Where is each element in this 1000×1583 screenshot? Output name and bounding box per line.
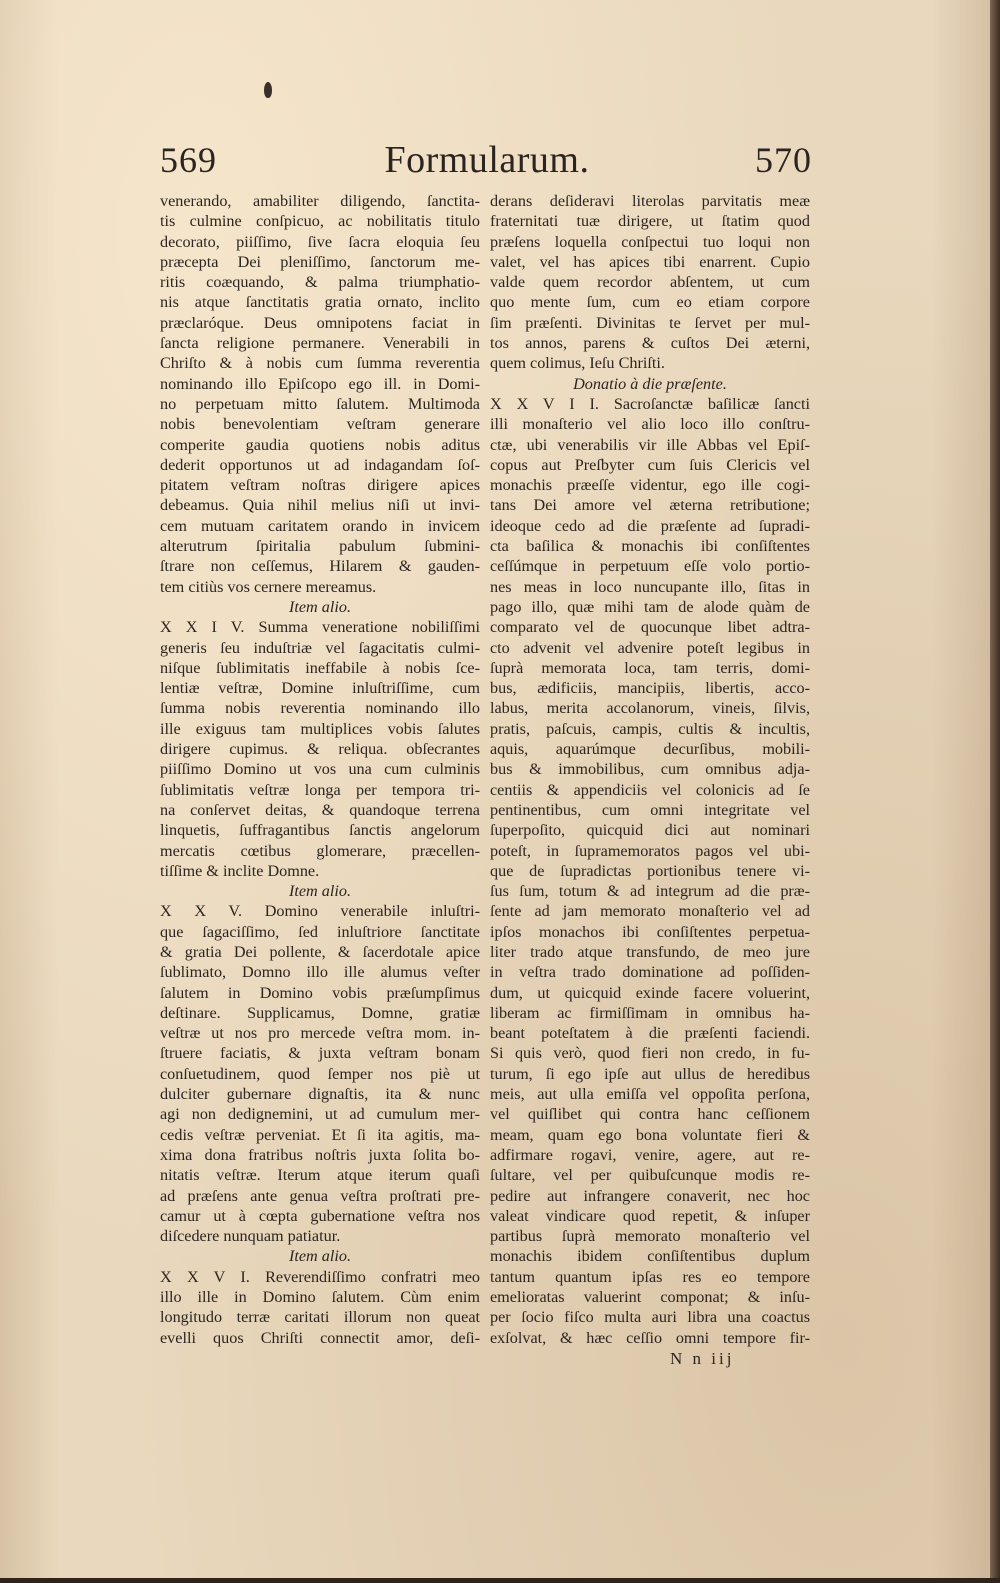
page-bottom-edge xyxy=(0,1578,1000,1583)
text-line: bus, ædificiis, mancipiis, libertis, acco- xyxy=(490,679,810,698)
text-line: X X V. Domino venerabile inluſtri- xyxy=(160,902,480,921)
text-line: venerando, amabiliter diligendo, ſanctita- xyxy=(160,192,480,210)
section-heading: Item alio. xyxy=(288,882,352,901)
text-line: centiis & appendiciis vel colonicis ad ſe xyxy=(490,780,810,799)
text-line: cta baſilica & monachis ibi conſiſtentes xyxy=(490,537,810,556)
text-line: X X V I I. Sacroſanctæ baſilicæ ſancti xyxy=(490,394,810,413)
text-line: pago illo, quæ mihi tam de alode quàm de xyxy=(490,597,810,616)
text-line: præſens loquella conſpectui tuo loqui non xyxy=(490,232,810,251)
text-line: mercatis cœtibus glomerare, præcellen- xyxy=(160,841,480,860)
running-title: Formularum. xyxy=(384,139,590,181)
text-line: alterutrum ſpiritalia pabulum ſubmini- xyxy=(160,537,480,556)
text-line: nitatis veſtræ. Iterum atque iterum quaſi xyxy=(160,1166,480,1185)
text-line: tis culmine conſpicuo, ac nobilitatis titulo xyxy=(160,212,480,231)
text-line: ad præſens ante genua veſtra proſtrati pre- xyxy=(160,1186,480,1205)
text-line: ſublimitatis veſtræ longa per tempora tri- xyxy=(160,780,480,799)
text-line: partibus ſuprà memorato monaſterio vel xyxy=(490,1227,810,1246)
text-line: xima dona fratribus noſtris juxta ſolita bo- xyxy=(160,1145,480,1164)
text-line: piiſſimo Domino ut vos una cum culminis xyxy=(160,760,480,779)
text-line: ritis coæquando, & palma triumphatio- xyxy=(160,273,480,292)
text-line: valeat vindicare quod repetit, & inſuper xyxy=(490,1206,810,1225)
page-header xyxy=(160,138,814,188)
text-line: ſancta religione permanere. Venerabili in xyxy=(160,334,480,353)
text-line: ſultare, vel per quibuſcunque modis re- xyxy=(490,1166,810,1185)
text-line: ſuperpoſito, quicquid dici aut nominari xyxy=(490,821,810,840)
text-line: ſalutem in Domino vobis præſumpſimus xyxy=(160,983,480,1002)
text-line: evelli quos Chriſti connectit amor, deſi- xyxy=(160,1328,480,1347)
section-heading: Item alio. xyxy=(288,1247,352,1266)
text-line: valet, vel has apices tibi enarrent. Cupio xyxy=(490,252,810,271)
text-line: cedis veſtræ perveniat. Et ſi ita agitis, ma- xyxy=(160,1125,480,1144)
text-line: exſolvat, & hæc ceſſio omni tempore fir- xyxy=(490,1328,810,1347)
text-line: cem mutuam caritatem orando in invicem xyxy=(160,516,480,535)
text-line: ſus ſum, totum & ad integrum ad die præ- xyxy=(490,882,810,901)
text-line: Si quis verò, quod fieri non credo, in fu- xyxy=(490,1044,810,1063)
left-page-number: 569 xyxy=(160,140,217,180)
text-line: beant poteſtatem à die præſenti faciendi. xyxy=(490,1024,810,1043)
text-line: præcepta Dei pleniſſimo, ſanctorum me- xyxy=(160,252,480,271)
text-line: copus aut Preſbyter cum ſuis Clericis vel xyxy=(490,455,810,474)
text-line: camur ut à cœpta gubernatione veſtra nos xyxy=(160,1206,480,1225)
text-line: lentiæ veſtræ, Domine inluſtriſſime, cum xyxy=(160,679,480,698)
text-line: dulciter gubernare dignaſtis, ita & nunc xyxy=(160,1085,480,1104)
text-line: pratis, paſcuis, campis, cultis & incultis, xyxy=(490,719,810,738)
text-line: monachis ibidem conſiſtentibus duplum xyxy=(490,1247,810,1266)
text-line: ſublimato, Domno illo ille alumus veſter xyxy=(160,963,480,982)
text-line: tans Dei amore vel æterna retributione; xyxy=(490,496,810,515)
ink-blot xyxy=(264,82,272,98)
text-line: comperite gaudia quotiens nobis aditus xyxy=(160,435,480,454)
text-line: per ſocio fiſco multa auri libra una coactus xyxy=(490,1308,810,1327)
page-edge-shadow xyxy=(990,0,1000,1583)
text-line: pentinentibus, cum omni integritate vel xyxy=(490,800,810,819)
text-line: poteſt, in ſupramemoratos pagos vel ubi- xyxy=(490,841,810,860)
text-line: ceſſúmque in perpetuum eſſe volo portio- xyxy=(490,557,810,576)
text-line: comparato vel de quocunque libet adtra- xyxy=(490,618,810,637)
text-line: linquetis, ſuffragantibus ſanctis angelorum xyxy=(160,821,480,840)
text-line: illi monaſterio vel alio loco illo conſtru- xyxy=(490,415,810,434)
text-line: bus & immobilibus, cum omnibus adja- xyxy=(490,760,810,779)
text-line: meam, quam ego bona voluntate fieri & xyxy=(490,1125,810,1144)
text-line: debeamus. Quia nihil melius niſi ut invi- xyxy=(160,496,480,515)
text-line: aquis, aquarúmque decurſibus, mobili- xyxy=(490,740,810,759)
text-line: liter trado atque transfundo, de meo jure xyxy=(490,942,810,961)
text-line: dum, ut quicquid exinde facere voluerint, xyxy=(490,983,810,1002)
text-line: ſuprà memorata loca, tam terris, domi- xyxy=(490,658,810,677)
text-line: tantum quantum ipſas res eo tempore xyxy=(490,1267,810,1286)
text-line: derans deſideravi literolas parvitatis meæ xyxy=(490,192,810,210)
text-line: ſtruere faciatis, & juxta veſtram bonam xyxy=(160,1044,480,1063)
text-line: quem colimus, Ieſu Chriſti. xyxy=(490,354,665,373)
text-line: na conſervet deitas, & quandoque terrena xyxy=(160,800,480,819)
text-line: deſtinare. Supplicamus, Domne, gratiæ xyxy=(160,1003,480,1022)
signature-mark: N n iij xyxy=(670,1349,735,1368)
text-line: dederit opportunos ut ad indagandam ſoſ- xyxy=(160,455,480,474)
text-line: illo ille in Domino ſalutem. Cùm enim xyxy=(160,1288,480,1307)
text-line: quo mente ſum, cum eo etiam corpore xyxy=(490,293,810,312)
text-line: ſtrare non ceſſemus, Hilarem & gauden- xyxy=(160,557,480,576)
right-text-column xyxy=(490,191,810,1348)
text-line: tem citiùs vos cernere mereamus. xyxy=(160,577,377,596)
text-line: turum, ſi ego ipſe aut ullus de heredibus xyxy=(490,1064,810,1083)
section-heading: Item alio. xyxy=(288,597,352,616)
text-line: liberam ac firmiſſimam in omnibus ha- xyxy=(490,1003,810,1022)
text-line: nominando illo Epiſcopo ego ill. in Domi- xyxy=(160,374,480,393)
text-line: no perpetuam mitto ſalutem. Multimoda xyxy=(160,394,480,413)
text-line: adfirmare rogavi, venire, agere, aut re- xyxy=(490,1145,810,1164)
text-line: que de ſupradictas portionibus tenere vi- xyxy=(490,861,810,880)
text-line: labus, merita accolanorum, vineis, ſilvis, xyxy=(490,699,810,718)
text-line: conſuetudinem, quod ſemper nos piè ut xyxy=(160,1064,480,1083)
text-line: præclaróque. Deus omnipotens faciat in xyxy=(160,313,480,332)
text-line: dirigere cupimus. & reliqua. obſecrantes xyxy=(160,740,480,759)
text-line: ſente ad jam memorato monaſterio vel ad xyxy=(490,902,810,921)
text-line: in veſtra trado dominatione ad poſſiden- xyxy=(490,963,810,982)
text-line: veſtræ ut nos pro mercede veſtra mom. in- xyxy=(160,1024,480,1043)
text-line: tiſſime & inclite Domne. xyxy=(160,861,320,880)
text-line: X X I V. Summa veneratione nobiliſſimi xyxy=(160,618,480,637)
text-line: X X V I. Reverendiſſimo confratri meo xyxy=(160,1267,480,1286)
text-line: ſumma nobis reverentia nominando illo xyxy=(160,699,480,718)
text-line: generis ſeu induſtriæ vel ſagacitatis culmi- xyxy=(160,638,480,657)
text-line: longitudo terræ caritati illorum non queat xyxy=(160,1308,480,1327)
text-line: decorato, piiſſimo, ſive ſacra eloquia ſeu xyxy=(160,232,480,251)
text-line: nes meas in loco nuncupante illo, ſitas in xyxy=(490,577,810,596)
text-line: que ſagaciſſimo, ſed inluſtriore ſanctitate xyxy=(160,922,480,941)
text-line: emelioratas valuerint componat; & inſu- xyxy=(490,1288,810,1307)
text-line: & gratia Dei pollente, & ſacerdotale apice xyxy=(160,942,480,961)
text-line: monachis præeſſe videntur, ego ille cogi- xyxy=(490,476,810,495)
text-line: ſim præſenti. Divinitas te ſervet per mul- xyxy=(490,313,810,332)
section-heading: Donatio à die præſente. xyxy=(573,374,727,393)
right-page-number: 570 xyxy=(755,140,812,180)
text-line: diſcedere nunquam patiatur. xyxy=(160,1227,341,1246)
text-line: tos annos, parens & cuſtos Dei æterni, xyxy=(490,334,810,353)
text-line: Chriſto & à nobis cum ſumma reverentia xyxy=(160,354,480,373)
text-line: valde quem recordor abſentem, ut cum xyxy=(490,273,810,292)
text-line: ideoque cedo ad die præſente ad ſupradi- xyxy=(490,516,810,535)
text-line: fraternitati tuæ dirigere, ut ſtatim quod xyxy=(490,212,810,231)
text-line: cto advenit vel advenire poteſt legibus in xyxy=(490,638,810,657)
text-line: vel quiſlibet qui contra hanc ceſſionem xyxy=(490,1105,810,1124)
text-line: ille exiguus tam multiplices vobis ſalutes xyxy=(160,719,480,738)
text-line: ctæ, ubi venerabilis vir ille Abbas vel Epiſ- xyxy=(490,435,810,454)
text-line: pedire aut infrangere conaverit, nec hoc xyxy=(490,1186,810,1205)
text-line: agi non dedignemini, ut ad cumulum mer- xyxy=(160,1105,480,1124)
text-line: nis atque ſanctitatis gratia ornato, inclito xyxy=(160,293,480,312)
text-line: nobis benevolentiam veſtram generare xyxy=(160,415,480,434)
text-line: ipſos monachos ibi conſiſtentes perpetua- xyxy=(490,922,810,941)
text-line: pitatem veſtram noſtras dirigere apices xyxy=(160,476,480,495)
left-text-column xyxy=(160,191,480,1348)
text-line: niſque ſublimitatis ineffabile à nobis ſce- xyxy=(160,658,480,677)
text-line: meis, aut ulla emiſſa vel oppoſita perſona, xyxy=(490,1085,810,1104)
